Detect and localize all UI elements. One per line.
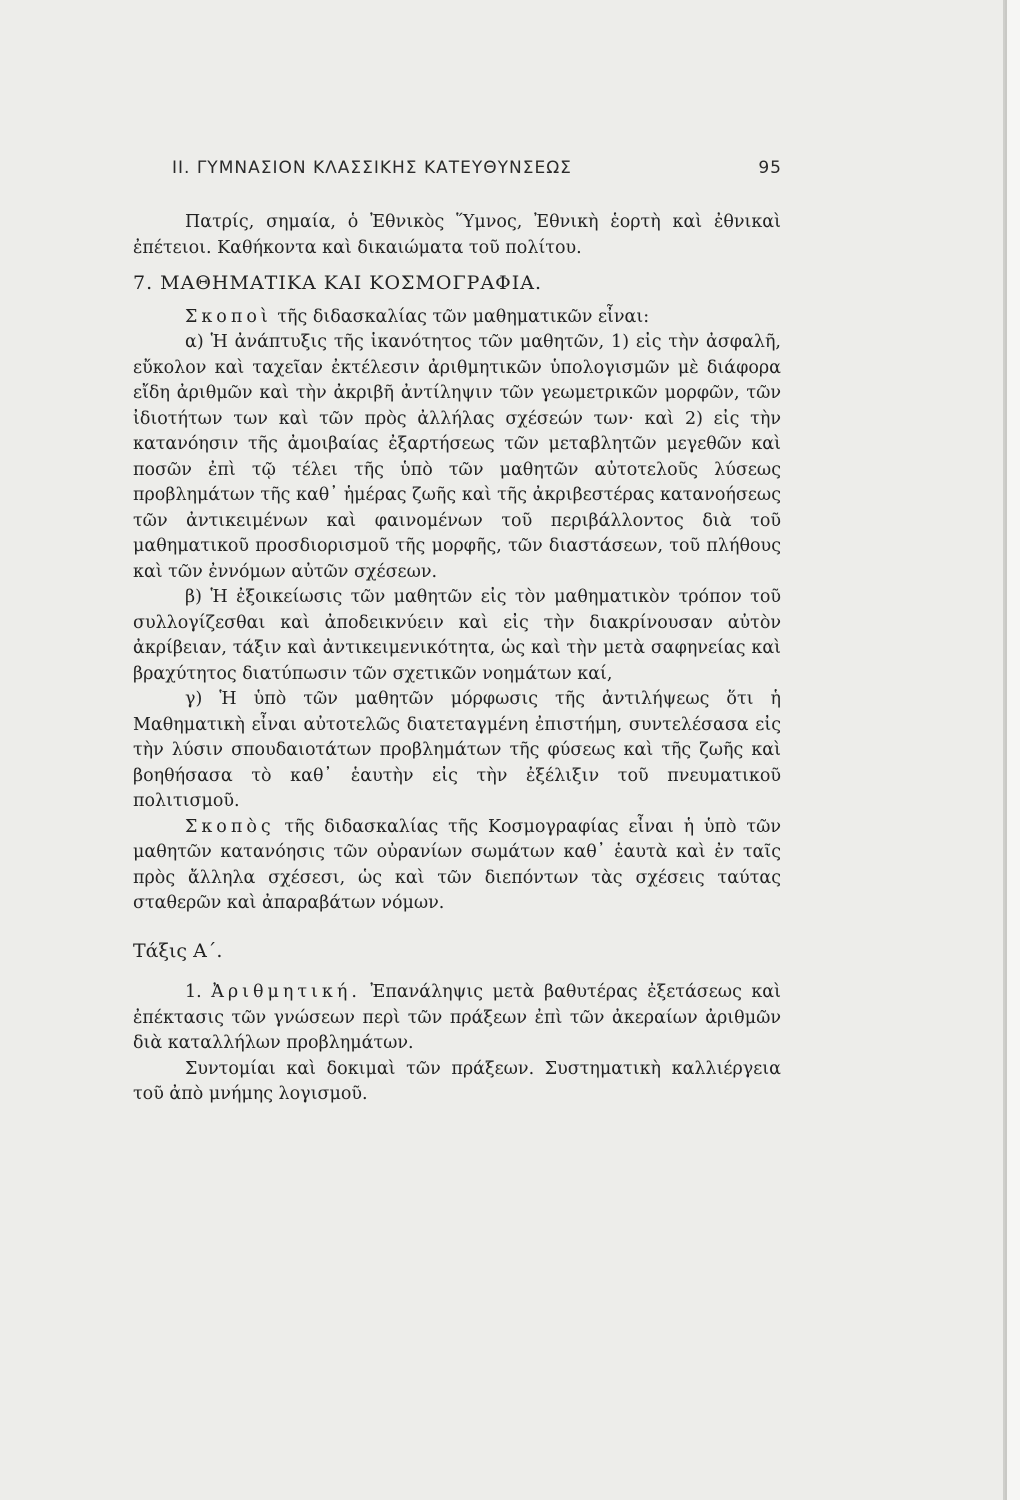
- page-number: 95: [758, 158, 782, 178]
- aims-keyword: Σκοποὶ: [185, 306, 272, 327]
- class-heading: Τάξις Α΄.: [133, 939, 223, 962]
- arithmetic-text: Ἐπανάληψις μετὰ βαθυτέρας ἐξετάσεως καὶ ἐπέκτασις τῶν γνώσεων περὶ τῶν πράξεων ἐπὶ τῶν ἀκεραίων ἀριθμῶν διὰ καταλλήλων προβλημάτων.: [133, 982, 781, 1053]
- arithmetic-keyword: Ἀριθμητική.: [211, 982, 361, 1002]
- paragraph-aims-intro: [133, 305, 781, 331]
- running-header: [172, 158, 782, 178]
- section-heading: 7. ΜΑΘΗΜΑΤΙΚΑ ΚΑΙ ΚΟΣΜΟΓΡΑΦΙΑ.: [133, 272, 543, 294]
- aims-intro-text: τῆς διδασκαλίας τῶν μαθηματικῶν εἶναι:: [277, 306, 650, 327]
- paragraph-shortcuts: Συντομίαι καὶ δοκιμαὶ τῶν πράξεων. Συστηματικὴ καλλιέργεια τοῦ ἀπὸ μνήμης λογισμοῦ.: [133, 1058, 781, 1104]
- running-title: ΙΙ. ΓΥΜΝΑΣΙΟΝ ΚΛΑΣΣΙΚΗΣ ΚΑΤΕΥΘΥΝΣΕΩΣ: [172, 158, 572, 178]
- item-number: 1.: [185, 982, 202, 1002]
- paragraph-aim-a: α) Ἡ ἀνάπτυξις τῆς ἱκανότητος τῶν μαθητῶν, 1) εἰς τὴν ἀσφαλῆ, εὔκολον καὶ ταχεῖαν ἐκτέλεσιν ἀριθμητικῶν ὑπολογισμῶν μὲ διάφορα εἴδη ἀριθμῶν καὶ τὴν ἀκριβῆ ἀντίληψιν τῶν γεωμετρικῶν μορφῶν, τῶν ἰδιοτήτων των καὶ τῶν πρὸς ἀλλήλας σχέσεών των· καὶ 2) εἰς τὴν κατανόησιν τῆς ἀμοιβαίας ἐξαρτήσεως τῶν μεταβλητῶν μεγεθῶν καὶ ποσῶν ἐπὶ τῷ τέλει τῆς ὑπὸ τῶν μαθητῶν αὐτοτελοῦς λύσεως προβλημάτων τῆς καθ᾽ ἡμέρας ζωῆς καὶ τῆς ἀκριβεστέρας κατανοήσεως τῶν ἀντικειμένων καὶ φαινομένων τοῦ περιβάλλοντος διὰ τοῦ μαθηματικοῦ προσδιορισμοῦ τῆς μορφῆς, τῶν διαστάσεων, τοῦ πλήθους καὶ τῶν ἐννόμων αὐτῶν σχέσεων.: [133, 332, 781, 582]
- paragraph-cosmography-aim: [133, 815, 781, 917]
- paragraph-aim-c: γ) Ἡ ὑπὸ τῶν μαθητῶν μόρφωσις τῆς ἀντιλήψεως ὅτι ἡ Μαθηματικὴ εἶναι αὐτοτελῶς διατεταγμένη ἐπιστήμη, συντελέσασα εἰς τὴν λύσιν σπουδαιοτάτων προβλημάτων τῆς φύσεως καὶ τῆς ζωῆς καὶ βοηθήσασα τὸ καθ᾽ ἑαυτὴν εἰς τὴν ἐξέλιξιν τοῦ πνευματικοῦ πολιτισμοῦ.: [133, 689, 781, 811]
- page-edge: [1005, 0, 1020, 1500]
- paragraph-aim-b: β) Ἡ ἐξοικείωσις τῶν μαθητῶν εἰς τὸν μαθηματικὸν τρόπον τοῦ συλλογίζεσθαι καὶ ἀποδεικνύειν καὶ εἰς τὴν διακρίνουσαν αὐτὸν ἀκρίβειαν, τάξιν καὶ ἀντικειμενικότητα, ὡς καὶ τὴν μετὰ σαφηνείας καὶ βραχύτητος διατύπωσιν τῶν σχετικῶν νοημάτων καί,: [133, 587, 781, 684]
- paragraph-civics: Πατρίς, σημαία, ὁ Ἐθνικὸς Ὕμνος, Ἐθνικὴ ἑορτὴ καὶ ἐθνικαὶ ἐπέτειοι. Καθήκοντα καὶ δικαιώματα τοῦ πολίτου.: [133, 212, 781, 258]
- cosmography-keyword: Σκοπὸς: [185, 816, 275, 837]
- paragraph-arithmetic: [133, 980, 781, 1057]
- cosmography-aim-text: τῆς διδασκαλίας τῆς Κοσμογραφίας εἶναι ἡ ὑπὸ τῶν μαθητῶν κατανόησις τῶν οὐρανίων σωμάτων καθ᾽ ἑαυτὰ καὶ ἐν ταῖς πρὸς ἄλληλα σχέσεσι, ὡς καὶ τῶν διεπόντων τὰς σχέσεις ταύτας σταθερῶν καὶ ἀπαραβάτων νόμων.: [133, 816, 781, 913]
- body-text: [133, 210, 781, 1108]
